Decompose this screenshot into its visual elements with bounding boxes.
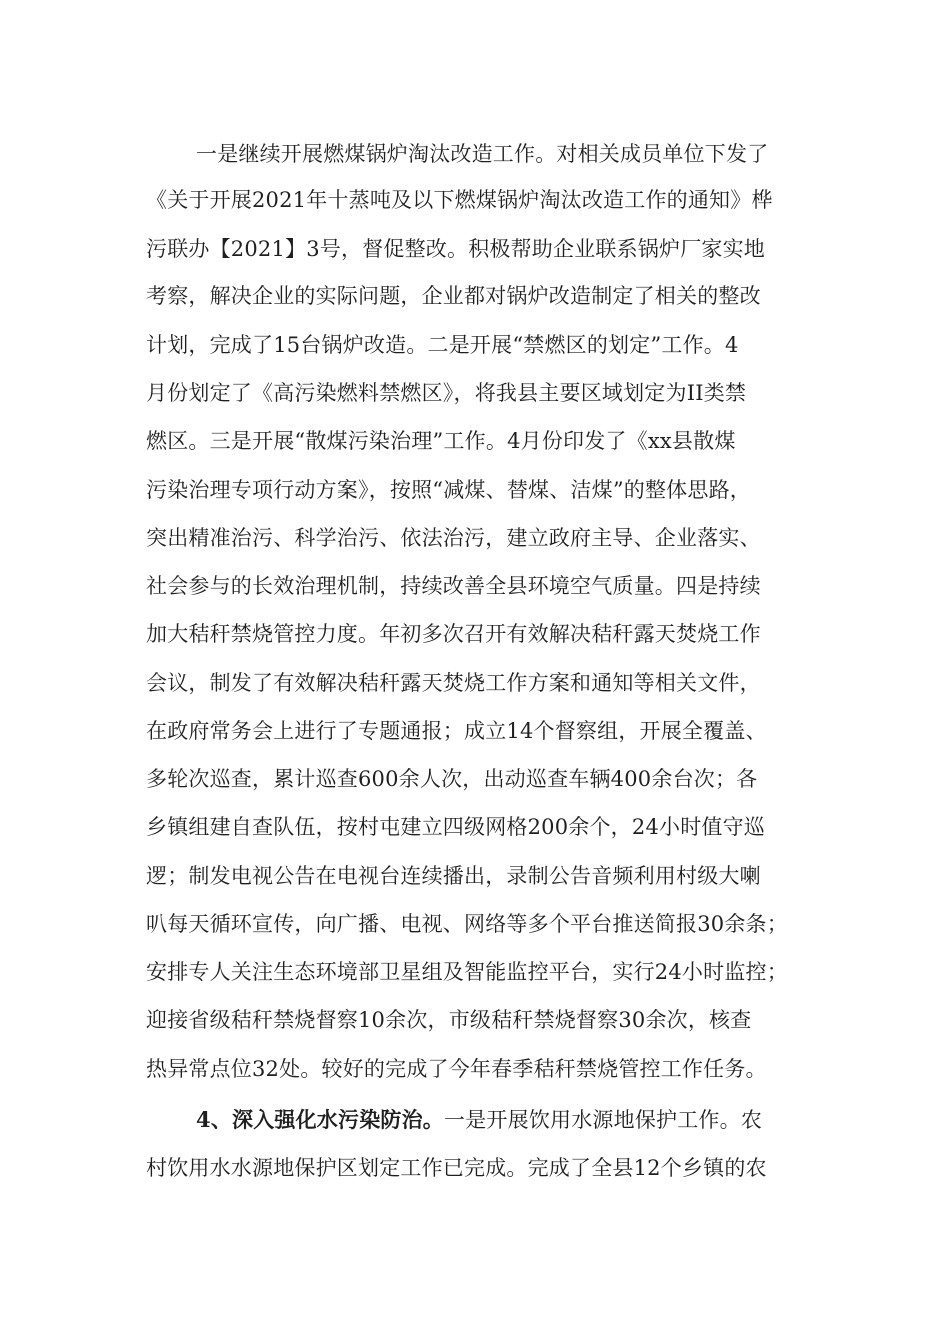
paragraph-line: 乡镇组建自查队伍，按村屯建立四级网格200余个，24小时值守巡 (146, 815, 766, 839)
paragraph-line: 《关于开展2021年十蒸吨及以下燃煤锅炉淘汰改造工作的通知》桦 (146, 188, 773, 212)
paragraph-line: 污联办【2021】3号，督促整改。积极帮助企业联系锅炉厂家实地 (146, 237, 766, 261)
paragraph-line: 热异常点位32处。较好的完成了今年春季秸秆禁烧管控工作任务。 (146, 1057, 767, 1081)
paragraph-line: 逻；制发电视公告在电视台连续播出，录制公告音频利用村级大喇 (146, 864, 761, 888)
paragraph-line: 考察，解决企业的实际问题，企业都对锅炉改造制定了相关的整改 (146, 284, 761, 308)
paragraph-line: 在政府常务会上进行了专题通报；成立14个督察组，开展全覆盖、 (146, 719, 767, 743)
paragraph-line: 计划，完成了15台锅炉改造。二是开展“禁燃区的划定”工作。4 (146, 333, 739, 357)
paragraph-line: 多轮次巡查，累计巡查600余人次，出动巡查车辆400余台次；各 (146, 767, 758, 791)
paragraph-line: 叭每天循环宣传，向广播、电视、网络等多个平台推送简报30余条； (146, 912, 788, 936)
paragraph-line: 安排专人关注生态环境部卫星组及智能监控平台，实行24小时监控； (146, 960, 788, 984)
paragraph-line: 一是继续开展燃煤锅炉淘汰改造工作。对相关成员单位下发了 (196, 142, 769, 166)
section-heading: 4、深入强化水污染防治。 (196, 1107, 445, 1132)
paragraph-line: 加大秸秆禁烧管控力度。年初多次召开有效解决秸秆露天焚烧工作 (146, 622, 761, 646)
paragraph-line: 污染治理专项行动方案》，按照“减煤、替煤、洁煤”的整体思路， (146, 478, 751, 502)
paragraph-line: 会议，制发了有效解决秸秆露天焚烧工作方案和通知等相关文件， (146, 671, 761, 695)
section-text: 一是开展饮用水源地保护工作。农 (444, 1108, 763, 1132)
paragraph-line: 村饮用水水源地保护区划定工作已完成。完成了全县12个乡镇的农 (146, 1156, 767, 1180)
paragraph-line: 社会参与的长效治理机制，持续改善全县环境空气质量。四是持续 (146, 574, 761, 598)
paragraph-line: 突出精准治污、科学治污、依法治污，建立政府主导、企业落实、 (146, 526, 761, 550)
paragraph-line: 迎接省级秸秆禁烧督察10余次，市级秸秆禁烧督察30余次，核查 (146, 1008, 752, 1032)
paragraph-line: 月份划定了《高污染燃料禁燃区》，将我县主要区域划定为II类禁 (146, 381, 747, 405)
section-paragraph-line (196, 1100, 762, 1140)
paragraph-line: 燃区。三是开展“散煤污染治理”工作。4月份印发了《xx县散煤 (146, 429, 736, 453)
